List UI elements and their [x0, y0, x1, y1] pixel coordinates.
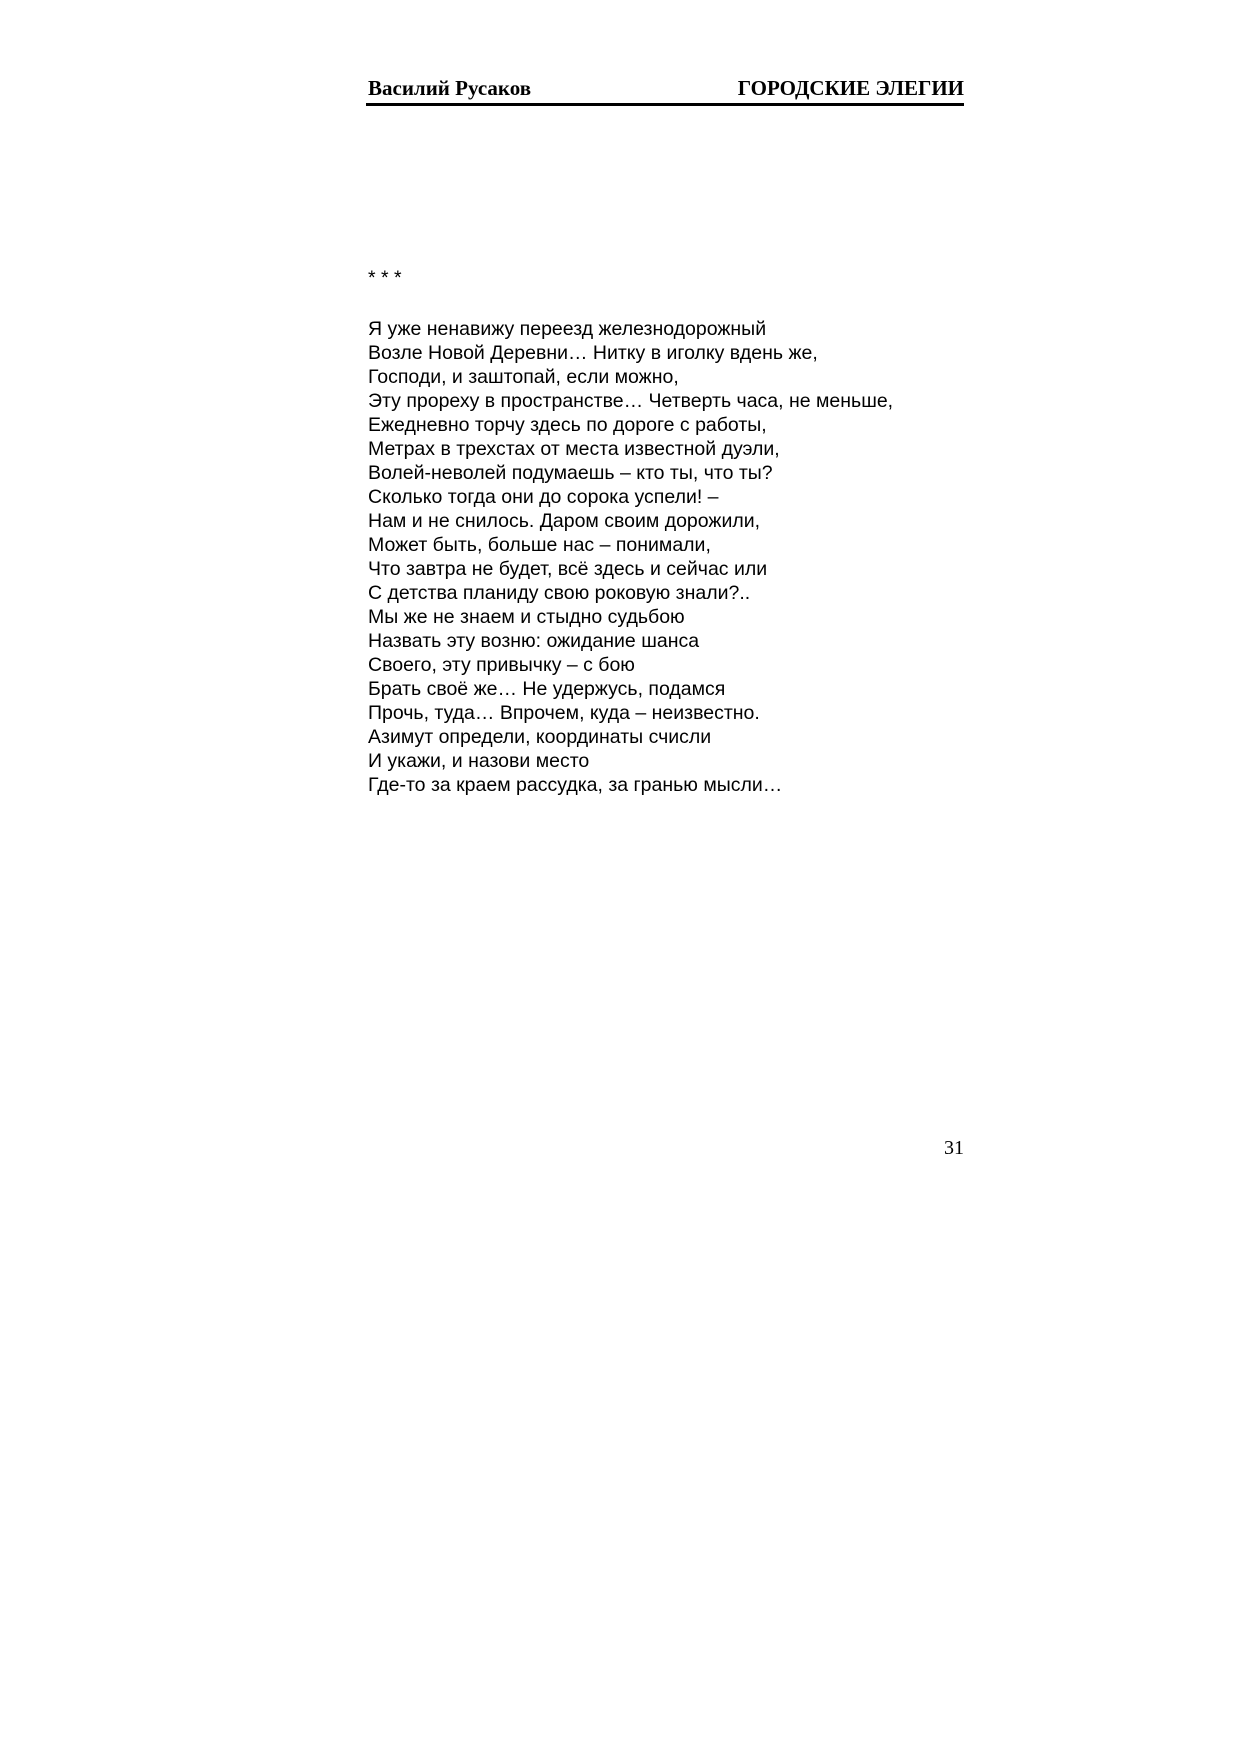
poem-line: Волей-неволей подумаешь – кто ты, что ты? [368, 462, 773, 484]
poem-line: Брать своё же… Не удержусь, подамся [368, 678, 726, 700]
header-book-title: ГОРОДСКИЕ ЭЛЕГИИ [737, 76, 964, 100]
poem-line: Может быть, больше нас – понимали, [368, 534, 711, 556]
poem-line: Нам и не снилось. Даром своим дорожили, [368, 510, 761, 532]
page-number: 31 [944, 1137, 964, 1159]
poem-line: Мы же не знаем и стыдно судьбою [368, 606, 685, 628]
poem-line: Что завтра не будет, всё здесь и сейчас или [368, 558, 768, 580]
poem-line: Прочь, туда… Впрочем, куда – неизвестно. [368, 702, 760, 724]
poem-line: И укажи, и назови место [368, 750, 590, 772]
poem-line: С детства планиду свою роковую знали?.. [368, 582, 751, 604]
poem-line: Ежедневно торчу здесь по дороге с работы, [368, 414, 767, 436]
poem-line: Назвать эту возню: ожидание шанса [368, 630, 700, 652]
poem-line: Азимут определи, координаты счисли [368, 726, 712, 748]
poem-line: Господи, и заштопай, если можно, [368, 366, 679, 388]
poem-line: Где-то за краем рассудка, за гранью мысли… [368, 774, 783, 796]
poem-line: Сколько тогда они до сорока успели! – [368, 486, 719, 508]
poem-line: Я уже ненавижу переезд железнодорожный [368, 318, 767, 340]
poem-line: Метрах в трехстах от места известной дуэли, [368, 438, 780, 460]
poem-separator: * * * [368, 267, 402, 289]
poem-line: Возле Новой Деревни… Нитку в иголку вдень же, [368, 342, 818, 364]
poem [368, 268, 968, 797]
poem-line: Своего, эту привычку – с бою [368, 654, 635, 676]
poem-body [368, 317, 968, 797]
poem-line: Эту прореху в пространстве… Четверть часа, не меньше, [368, 390, 894, 412]
header-author: Василий Русаков [368, 76, 532, 100]
running-header [366, 76, 964, 106]
